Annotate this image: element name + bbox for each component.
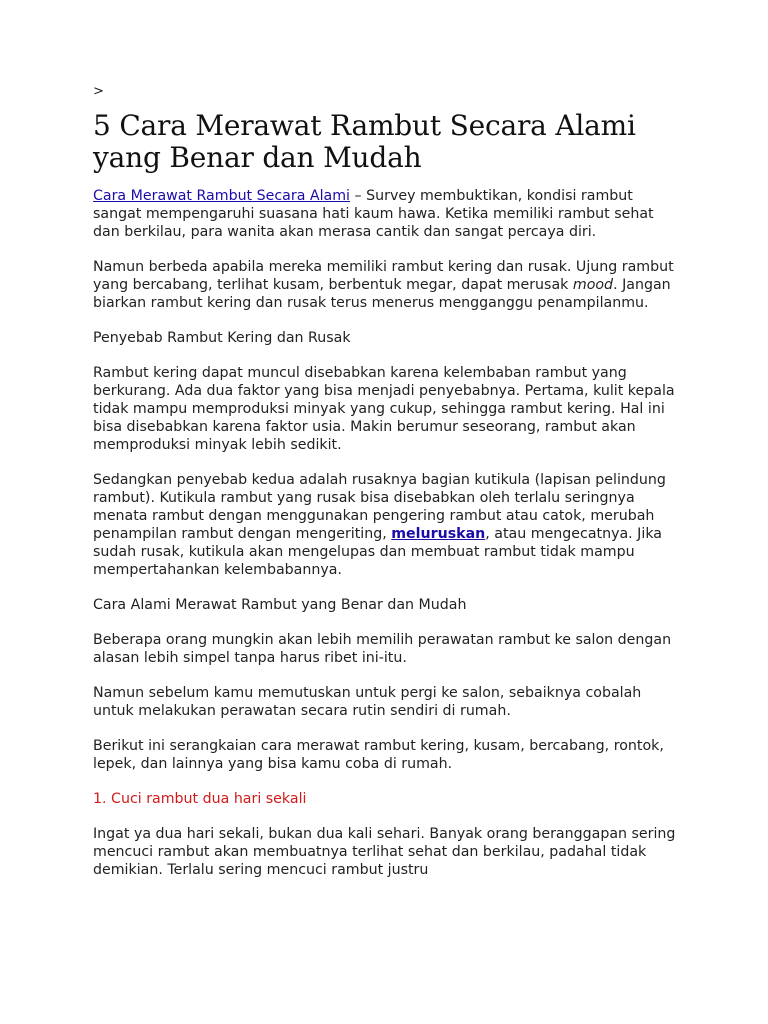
paragraph-3: Rambut kering dapat muncul disebabkan karena kelembaban rambut yang berkurang. Ada dua faktor yang bisa menjadi penyebabnya. Pertama, kulit kepala tidak mampu memproduksi minyak yang cukup, sehingga rambut kering. Hal ini bisa disebabkan karena faktor usia. Makin berumur seseorang, rambut akan memproduksi minyak lebih sedikit. bbox=[93, 365, 675, 453]
paragraph-7: Berikut ini serangkaian cara merawat rambut kering, kusam, bercabang, rontok, lepek, dan lainnya yang bisa kamu coba di rumah. bbox=[93, 738, 664, 772]
heading-penyebab: Penyebab Rambut Kering dan Rusak bbox=[93, 330, 351, 346]
article-title: 5 Cara Merawat Rambut Secara Alami yang Benar dan Mudah bbox=[93, 109, 636, 174]
paragraph-5: Beberapa orang mungkin akan lebih memilih perawatan rambut ke salon dengan alasan lebih simpel tanpa harus ribet ini-itu. bbox=[93, 632, 672, 666]
intro-text: – Survey membuktikan, kondisi rambut sangat mempengaruhi suasana hati kaum hawa. Ketika memiliki rambut sehat dan berkilau, para wanita akan merasa cantik dan sangat percaya diri. bbox=[93, 188, 654, 240]
paragraph-4-before: Sedangkan penyebab kedua adalah rusaknya bagian kutikula (lapisan pelindung rambut). Kutikula rambut yang rusak bisa disebabkan oleh terlalu seringnya menata rambut dengan menggunakan pengering rambut atau catok, merubah penampilan rambut dengan mengeriting, bbox=[93, 472, 666, 542]
heading-cara-alami: Cara Alami Merawat Rambut yang Benar dan Mudah bbox=[93, 597, 467, 613]
breadcrumb: > bbox=[93, 84, 104, 99]
paragraph-4 bbox=[93, 471, 676, 579]
paragraph-8: Ingat ya dua hari sekali, bukan dua kali sehari. Banyak orang beranggapan sering mencuci rambut akan membuatnya terlihat sehat dan berkilau, padahal tidak demikian. Terlalu sering mencuci rambut justru bbox=[93, 826, 676, 878]
meluruskan-link[interactable]: meluruskan bbox=[391, 526, 486, 542]
step-1-heading: 1. Cuci rambut dua hari sekali bbox=[93, 791, 307, 807]
intro-link[interactable]: Cara Merawat Rambut Secara Alami bbox=[93, 188, 351, 204]
paragraph-2-after: . Jangan biarkan rambut kering dan rusak terus menerus mengganggu penampilanmu. bbox=[93, 277, 671, 311]
paragraph-6: Namun sebelum kamu memutuskan untuk pergi ke salon, sebaiknya cobalah untuk melakukan perawatan secara rutin sendiri di rumah. bbox=[93, 685, 642, 719]
paragraph-2 bbox=[93, 258, 676, 312]
intro-paragraph bbox=[93, 187, 676, 241]
paragraph-2-before: Namun berbeda apabila mereka memiliki rambut kering dan rusak. Ujung rambut yang bercabang, terlihat kusam, berbentuk megar, dapat merusak bbox=[93, 259, 674, 293]
paragraph-4-after: , atau mengecatnya. Jika sudah rusak, kutikula akan mengelupas dan membuat rambut tidak mampu mempertahankan kelembabannya. bbox=[93, 526, 662, 578]
mood-italic: mood bbox=[572, 277, 614, 293]
